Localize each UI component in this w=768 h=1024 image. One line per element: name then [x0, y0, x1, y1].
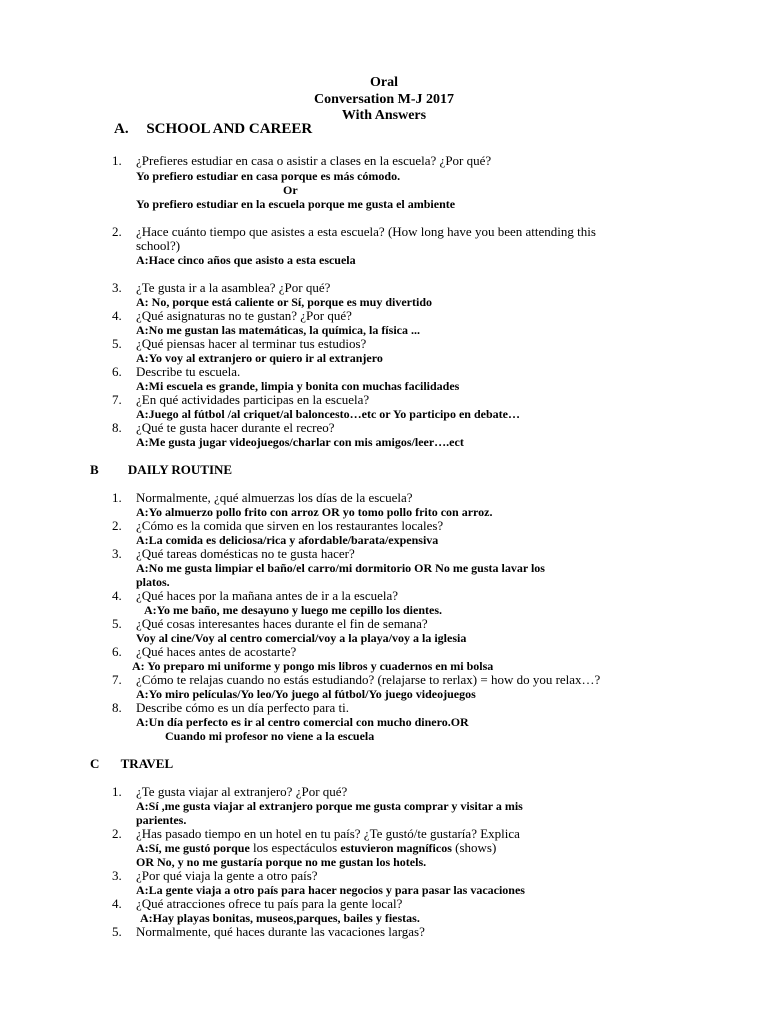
- answer-a5: A:Yo voy al extranjero or quiero ir al extranjero: [136, 351, 383, 365]
- answer-a2: A:Hace cinco años que asisto a esta escuela: [136, 253, 356, 267]
- answer-c1: A:Sí ,me gusta viajar al extranjero porque me gusta comprar y visitar a mis: [136, 799, 523, 813]
- answer-c2-option2: OR No, y no me gustaría porque no me gustan los hotels.: [136, 855, 427, 869]
- answer-b1: A:Yo almuerzo pollo frito con arroz OR yo tomo pollo frito con arroz.: [136, 505, 493, 519]
- answer-c2: A:Sí, me gustó porque los espectáculos estuvieron magníficos (shows): [136, 840, 497, 855]
- answer-a1-option1: Yo prefiero estudiar en casa porque es más cómodo.: [136, 169, 401, 183]
- document-page: Oral Conversation M-J 2017 With Answers A. SCHOOL AND CAREER 1. ¿Prefieres estudiar en casa o asistir a clases en la escuela? ¿Por qué? Yo prefiero estudiar en casa porque es más cómodo. Or Yo prefiero estudiar en la escuela porque me gusta el ambiente 2. ¿Hace cuánto tiempo que asistes a esta escuela? (How long have you been attending this school?) A:Hace cinco años que asisto a esta escuela 3. ¿Te gusta ir a la asamblea? ¿Por qué? A: No, porque está caliente or Sí, porque es muy divertido 4. ¿Qué asignaturas no te gustan? ¿Por qué? A:No me gustan las matemáticas, la química, la física ... 5. ¿Qué piensas hacer al terminar tus estudios? A:Yo voy al extranjero or quiero ir al extranjero 6. Describe tu escuela. A:Mi escuela es grande, limpia y bonita con muchas facilidades 7. ¿En qué actividades participas en la escuela? A:Juego al fútbol /al criquet/al baloncesto…etc or Yo participo en debate… 8. ¿Qué te gusta hacer durante el recreo? A:Me gusta jugar videojuegos/charlar con mis amigos/leer….ect B DAILY ROUTINE 1. Normalmente, ¿qué almuerzas los días de la escuela? A:Yo almuerzo pollo frito con arroz OR yo tomo pollo frito con arroz. 2. ¿Cómo es la comida que sirven en los restaurantes locales? A:La comida es deliciosa/rica y afordable/barata/expensiva 3. ¿Qué tareas domésticas no te gusta hacer? A:No me gusta limpiar el baño/el carro/mi dormitorio OR No me gusta lavar los platos. 4. ¿Qué haces por la mañana antes de ir a la escuela? A:Yo me baño, me desayuno y luego me cepillo los dientes. 5. ¿Qué cosas interesantes haces durante el fin de semana? Voy al cine/Voy al centro comercial/voy a la playa/voy a la iglesia 6. ¿Qué haces antes de acostarte? A: Yo preparo mi uniforme y pongo mis libros y cuadernos en mi bolsa 7. ¿Cómo te relajas cuando no estás estudiando? (relajarse to rerlax) = how do you relax…? A:Yo miro películas/Yo leo/Yo juego al fútbol/Yo juego videojuegos 8. Describe cómo es un día perfecto para ti. A:Un día perfecto es ir al centro comercial con mucho dinero.OR Cuando mi profesor no viene a la escuela C TRAVEL 1. ¿Te gusta viajar al extranjero? ¿Por qué? A:Sí ,me gusta viajar al extranjero porque me gusta comprar y visitar a mis parientes. 2. ¿Has pasado tiempo en un hotel en tu país? ¿Te gustó/te gustaría? Explica A:Sí, me gustó porque los espectáculos estuvieron magníficos (shows) OR No, y no me gustaría porque no me gustan los hotels. 3. ¿Por qué viaja la gente a otro país? A:La gente viaja a otro país para hacer negocios y para pasar las vacaciones 4. ¿Qué atracciones ofrece tu país para la gente local? A:Hay playas bonitas, museos,parques, bailes y fiestas. 5. Normalmente, qué haces durante las vacaciones largas?: [0, 0, 768, 1024]
- answer-b5: Voy al cine/Voy al centro comercial/voy a la playa/voy a la iglesia: [136, 631, 467, 645]
- section-a-heading: [114, 121, 312, 138]
- answer-b3-cont: platos.: [136, 575, 170, 589]
- doc-title-answers: With Answers: [341, 108, 427, 123]
- answer-c3: A:La gente viaja a otro país para hacer negocios y para pasar las vacaciones: [136, 883, 525, 897]
- section-c-heading: [90, 756, 173, 772]
- section-b-heading: [90, 462, 232, 478]
- section-b-letter: B: [90, 462, 99, 477]
- answer-b6: A: Yo preparo mi uniforme y pongo mis libros y cuadernos en mi bolsa: [132, 659, 494, 673]
- answer-b3: A:No me gusta limpiar el baño/el carro/mi dormitorio OR No me gusta lavar los: [136, 561, 545, 575]
- section-c-letter: C: [90, 756, 100, 771]
- answer-b8-cont: Cuando mi profesor no viene a la escuela: [165, 729, 375, 743]
- answer-b7: A:Yo miro películas/Yo leo/Yo juego al fútbol/Yo juego videojuegos: [136, 687, 476, 701]
- answer-a3: A: No, porque está caliente or Sí, porque es muy divertido: [136, 295, 432, 309]
- question-a2-cont: school?): [136, 238, 181, 253]
- answer-a1-option2: Yo prefiero estudiar en la escuela porque me gusta el ambiente: [136, 197, 456, 211]
- answer-a4: A:No me gustan las matemáticas, la química, la física ...: [136, 323, 420, 337]
- doc-title-oral: Oral: [370, 75, 398, 90]
- answer-a1-or: Or: [283, 183, 298, 197]
- doc-title-conversation: Conversation M-J 2017: [314, 92, 454, 107]
- answer-b2: A:La comida es deliciosa/rica y afordable/barata/expensiva: [136, 533, 439, 547]
- section-a-title: SCHOOL AND CAREER: [146, 121, 313, 137]
- answer-a8: A:Me gusta jugar videojuegos/charlar con mis amigos/leer….ect: [136, 435, 464, 449]
- answer-a6: A:Mi escuela es grande, limpia y bonita con muchas facilidades: [136, 379, 460, 393]
- section-a-letter: A.: [114, 121, 129, 137]
- section-c-title: TRAVEL: [120, 756, 174, 771]
- answer-a7: A:Juego al fútbol /al criquet/al baloncesto…etc or Yo participo en debate…: [136, 407, 520, 421]
- answer-c4: A:Hay playas bonitas, museos,parques, bailes y fiestas.: [140, 911, 420, 925]
- section-b-title: DAILY ROUTINE: [127, 462, 233, 477]
- answer-b4: A:Yo me baño, me desayuno y luego me cepillo los dientes.: [144, 603, 442, 617]
- answer-b8: A:Un día perfecto es ir al centro comercial con mucho dinero.OR: [136, 715, 469, 729]
- answer-c1-cont: parientes.: [136, 813, 187, 827]
